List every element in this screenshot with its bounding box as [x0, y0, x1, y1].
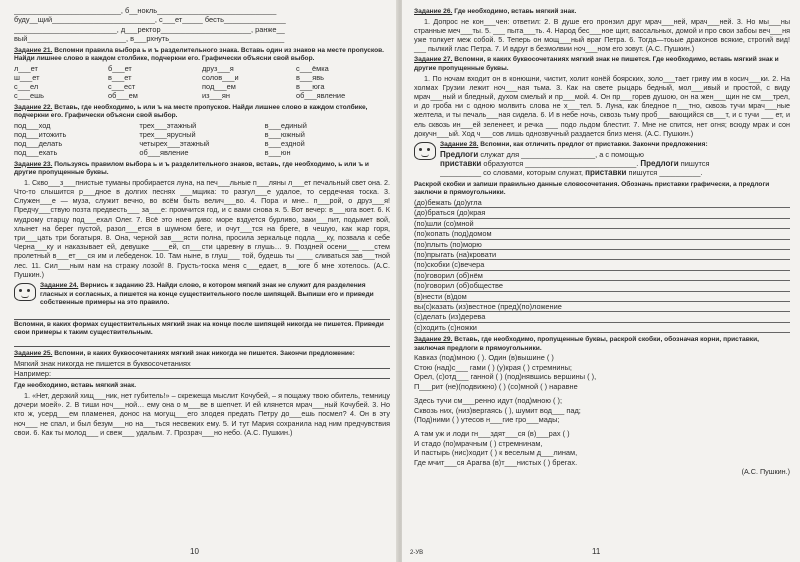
task-label: Задание 22. — [14, 103, 53, 111]
author-signature: (А.С. Пушкин.) — [741, 466, 790, 476]
task-22 — [14, 104, 390, 158]
grid-cell: под___ход — [14, 120, 51, 130]
phrase-line: (по)скобки (с)вечера — [414, 260, 790, 270]
phrase-line: (до)браться (до)края — [414, 208, 790, 218]
grid-cell: четырех___этажный — [139, 139, 210, 149]
question-text: Вспомни, в каких формах существительных мягкий знак на конце после шипящей никогда не пишется. Приведи свои примеры к таким существительным. — [14, 320, 384, 337]
thinking-face-icon — [14, 283, 36, 301]
phrase-line: (в)нести (в)дом — [414, 292, 790, 302]
poem-line: Кавказ (под)мною ( ). Один (в)вышине ( ) — [414, 353, 554, 363]
sentence-part: служат для __________________, а с помощью — [480, 149, 644, 159]
story-text: 1. «Нет, дерзкий хищ___ник, нет губитель!» – скрежеща мыслит Кочубей, – я пощажу твою обитель, темницу дочери моей». 2. В тиши ноч___ной… ему она о м___ве в шепчет. И ей клянется мрач___ный Кочубей. 3. Но кто ж, усерд___ем пламенея, донос на могущ___его злодея предать Петру до___ешь посмел? 4. Он в эту ноч___ не спал, и был безум___но на___ться несвежих ему. 5. И тут Мария сохранила над ним предчувствия свои. 6. Как ты молод___ и свеж___ удалым. 7. Прозрач___но небо. (А.С. Пушкин.) — [14, 391, 390, 437]
grid-cell: в___явь — [296, 73, 325, 83]
poem-line: Где мчит___ся Арагва (в)т___нистых ( ) брегах. — [414, 457, 578, 467]
poem-line: Здесь тучи см___ренно идут (под)мною ( ); — [414, 396, 562, 406]
write-line[interactable] — [14, 338, 390, 347]
phrase-line: (с)делать (из)дерева — [414, 312, 790, 322]
sentence-part: __________ со словами, которым служат, — [440, 168, 584, 178]
grid-cell: под___ехать — [14, 148, 58, 158]
task-25 — [14, 350, 390, 379]
task-label: Задание 21. — [14, 46, 53, 54]
footer-code: 2-УВ — [410, 550, 424, 556]
sentence-part: образуются ___________________________. — [483, 159, 639, 169]
grid-cell: друз___я — [202, 63, 234, 73]
task-22-grid — [14, 121, 390, 158]
poem-line: И стадо (по)мрачным ( ) стремнинам, — [414, 438, 543, 448]
grid-cell: трех___этажный — [139, 120, 197, 130]
phrase-line: (по)шли (со)мной — [414, 219, 790, 229]
poem-line: П___рит (не)(подвижно) ( ) (со)мной ( ) наравне — [414, 381, 578, 391]
task-title: Вернись к заданию 23. Найди слово, в котором мягкий знак не служит для разделения гласных и согласных, а пишется на конце существительного после шипящей. Выпиши его и приведи собственные примеры на это правило. — [40, 282, 374, 307]
task-26 — [414, 8, 790, 53]
task-26-text: 1. Допрос не кон___чен: ответил: 2. В душе его пронзил друг мрач___ней, мрач___ней. 3. Но мы___ны странные меч___ты. 5. ___ пыта___ть. 4. Народ бес___ное щит, вассальных, домой и про свои забоы веч___ня уже толкует меж собой. 5. Теперь он мощ___ный враг Петра. 6. Тогда—тоьые драконов всякие, строгий вид! ___ пылкий глас Петра. 7. И вдруг в безмолвии ноч___ном его зовут. (А.С. Пушкин.) — [414, 16, 790, 54]
task-label: Задание 26. — [414, 8, 453, 15]
task-label: Задание 25. — [14, 350, 53, 358]
text-line: __________________________, б__нокль_____________________________ — [14, 6, 277, 15]
task-label: Задание 28. — [440, 141, 479, 149]
grid-cell: об___явление — [296, 91, 346, 101]
task-24 — [14, 282, 390, 308]
task-29 — [414, 336, 790, 476]
phrase-line: (по)прыгать (на)кровати — [414, 250, 790, 260]
grid-cell: с___ел — [14, 82, 39, 92]
grid-cell: под___делать — [14, 139, 63, 149]
task-title: Вспомни, в каких буквосочетаниях мягкий знак никогда не пишется. Закончи предложение: — [54, 350, 355, 358]
grid-cell: ш___ет — [14, 73, 40, 83]
text-line: буду__щий_________________________, с___ет_____ бесть_______________ — [14, 15, 286, 25]
poem-line: А там уж и лоди гн___здят___ся (в)___рах ( ) — [414, 429, 570, 439]
thinking-face-icon — [414, 142, 436, 160]
grid-cell: с___ешь — [14, 91, 44, 101]
task-28 — [414, 141, 790, 178]
phrase-line: (по)копать (под)домом — [414, 229, 790, 239]
task-title: Пользуясь правилом выбора ь и ъ разделительного знаков, вставь, где необходимо, ь или ъ и другие пропущенные буквы. — [14, 160, 369, 177]
grid-cell: солов___и — [202, 73, 239, 83]
grid-cell: об___явление — [139, 148, 189, 158]
phrase-line: (до)бежать (до)угла — [414, 198, 790, 208]
task-title: Где необходимо, вставь мягкий знак. — [454, 8, 577, 15]
task-23 — [14, 161, 390, 279]
grid-cell: в___ездной — [264, 139, 305, 149]
poem-line: И пастырь (нис)ходит ( ) к веселым д___линам, — [414, 448, 578, 458]
page-number: 10 — [190, 547, 199, 556]
task-title: Вспомни правила выбора ь и ъ разделительного знака. Вставь один из знаков на месте пропусков. Найди лишнее слово в каждом столбике, подчеркни его. Графически объясни свой выбор. — [14, 46, 384, 63]
task-label: Задание 24. — [40, 282, 79, 290]
task-27 — [414, 56, 790, 138]
task-21-grid — [14, 64, 390, 101]
phrase-line: вы(с)казать (из)вестное (пред)(по)ложение — [414, 302, 790, 312]
top-lines — [14, 6, 390, 44]
sentence-line: Например: — [14, 369, 390, 379]
grid-cell: с___ёмка — [296, 63, 329, 73]
poem-line: (Под)ними ( ) утесов н___гие гро___мады; — [414, 414, 560, 424]
task-label: Задание 27. — [414, 56, 453, 64]
grid-cell: в___юга — [296, 82, 325, 92]
question-text: Где необходимо, вставь мягкий знак. — [14, 382, 137, 390]
sentence-part: пишутся __________. — [628, 168, 703, 178]
sentence-line: Мягкий знак никогда не пишется в буквосочетаниях — [14, 359, 390, 369]
phrase-line: (по)плыть (по)морю — [414, 240, 790, 250]
grid-cell: б___ет — [108, 63, 132, 73]
keyword-prepositions: Предлоги — [440, 149, 479, 159]
grid-cell: л___ет — [14, 63, 38, 73]
task-label: Задание 23. — [14, 160, 53, 168]
task-title: Вставь, где необходимо, ь или ъ на месте пропусков. Найди лишнее слово в каждом столбике, подчеркни его. Графически объясни свой выбор. — [14, 103, 368, 120]
keyword-prefixes: приставки — [440, 159, 482, 169]
grid-cell: трех___ярусный — [139, 130, 196, 140]
phrase-line: (по)говорил (об)обществе — [414, 281, 790, 291]
task-23-text: 1. Скво___з___пнистые туманы пробирается луна, на печ___льные п___ляны л___ет печальный свет она. 2. Что-то слышится р___дное в долгих песнях ___мщика: то разгул___е удалое, то сердечная тоска. 3. Служен___е — муза, служит вечно, во всём быть велич___во. 4. Пора и мне.. п___рой, о друз___я! Предчу___ствую позта предвесть___ за___е: промчится год, и с вами снова я. 5. Вот вечер: в___юга воет. 6. К мудрому старцу под___ехал Олег. 7. Всё это ноев диво: море вздуется бурливо, заки___пит, подымет вой, хлынет на берег пустой, разол___ется в шумном беге, и очут___тся на бреге, в чешую, как жар горя, три___цать три богатыря. 8. Она, черной зав___ясти полна, просила зеркальце подла___ку, позвала к себе Черна___ку и наказывает ей, девушке ____ей, сп___сти царевну в глушь… 9. Поздней осени___ ___стем пролетный в___ет___ся им и лебеденок. 10. Там ныне, в глуш___ той, будешь ты ____ сливаться зав___тной лес. 11. Сил___ным нам на стражу лозой! 8. Грусть-тоска меня с___едает, в___юге б мне хотелось. (А.С. Пушкин.) — [14, 177, 390, 279]
keyword-prefixes: приставки — [585, 168, 627, 178]
task-title: Вставь, где необходимо, пропущенные буквы, раскрой скобки, обозначая корни, приставки, заключая предлоги в прямоугольники. — [414, 336, 759, 352]
sentence-part: пишутся — [680, 159, 710, 169]
grid-cell: с___ест — [108, 82, 136, 92]
task-label: Задание 29. — [414, 336, 453, 344]
grid-cell: из___ян — [202, 91, 230, 101]
page-number: 11 — [592, 547, 601, 556]
forms-question — [14, 321, 390, 347]
task-27-text: 1. По ночам входит он в конюшни, чистит, холит конёй боярских, золо___тает гриву им в косич___ки. 2. На холмах Грузии лежит ноч___ная тьма. 3. Как на свете рыцарь бедный, мол___ивый и простой, с виду мрач___ный и бледный, духом смелый и пр___мой. 4. Он пр___горев душою, он на жен___щин не см___трел, и до гроба ни с одною молвить слова не х___тел. 5. Луна, как бледное п___тно, сквозь тучи мрач___ные желтела, и ты печаль___ная сидела. 6. И в небе ночь, сквозь тьму проб___вающийся св___т, и с тучи ___ ет, и ель сквозь ин___ей зеленеет, и речка ___ подо льдом блестит. 7. Мне не спится, нет огня; всюду мрак и сон докучн___ый. Ход ч___сов лишь однозвучный раздается близ меня. (А.С. Пушкин.) — [414, 73, 790, 138]
text-line: _________________________, д___ректор______________________, ранже__ — [14, 24, 285, 34]
phrases-task — [414, 181, 790, 333]
task-title: Вспомни, как отличить предлог от приставки. Закончи предложения: — [480, 141, 708, 149]
left-page — [0, 0, 398, 562]
text-line: вый________________________, в___рхнуть____________________________ — [14, 34, 285, 44]
grid-cell: об___ем — [108, 91, 138, 101]
grid-cell: в___юн — [264, 148, 291, 158]
poem-line: Сквозь них, (низ)вергаясь ( ), шумит вод___ пад; — [414, 405, 581, 415]
right-page — [402, 0, 800, 562]
grid-cell: под___итожить — [14, 130, 67, 140]
write-line[interactable] — [14, 311, 390, 320]
grid-cell: в___южный — [264, 130, 305, 140]
grid-cell: в___единый — [264, 120, 307, 130]
task-title: Вспомни, в каких буквосочетаниях мягкий знак не пишется. Где необходимо, вставь мягкий знак и другие пропущенные буквы. — [414, 56, 779, 72]
story-task — [14, 382, 390, 437]
task-21 — [14, 47, 390, 101]
phrase-line: (по)говорил (об)нём — [414, 271, 790, 281]
task-title: Раскрой скобки и запиши правильно данные словосочетания. Обозначь приставки графически, а предлоги заключи в прямоугольники. — [414, 180, 770, 197]
grid-cell: под___ем — [202, 82, 236, 92]
poem-line: Орел, (с)отд___ ганной ( ) (под)нявшись вершины ( ), — [414, 372, 597, 382]
grid-cell: в___ет — [108, 73, 132, 83]
keyword-prepositions: Предлоги — [640, 159, 679, 169]
poem-line: Стою (над)с___ гами ( ) (у)края ( ) стремнины; — [414, 362, 572, 372]
phrase-line: (с)ходить (с)ножки — [414, 323, 790, 333]
